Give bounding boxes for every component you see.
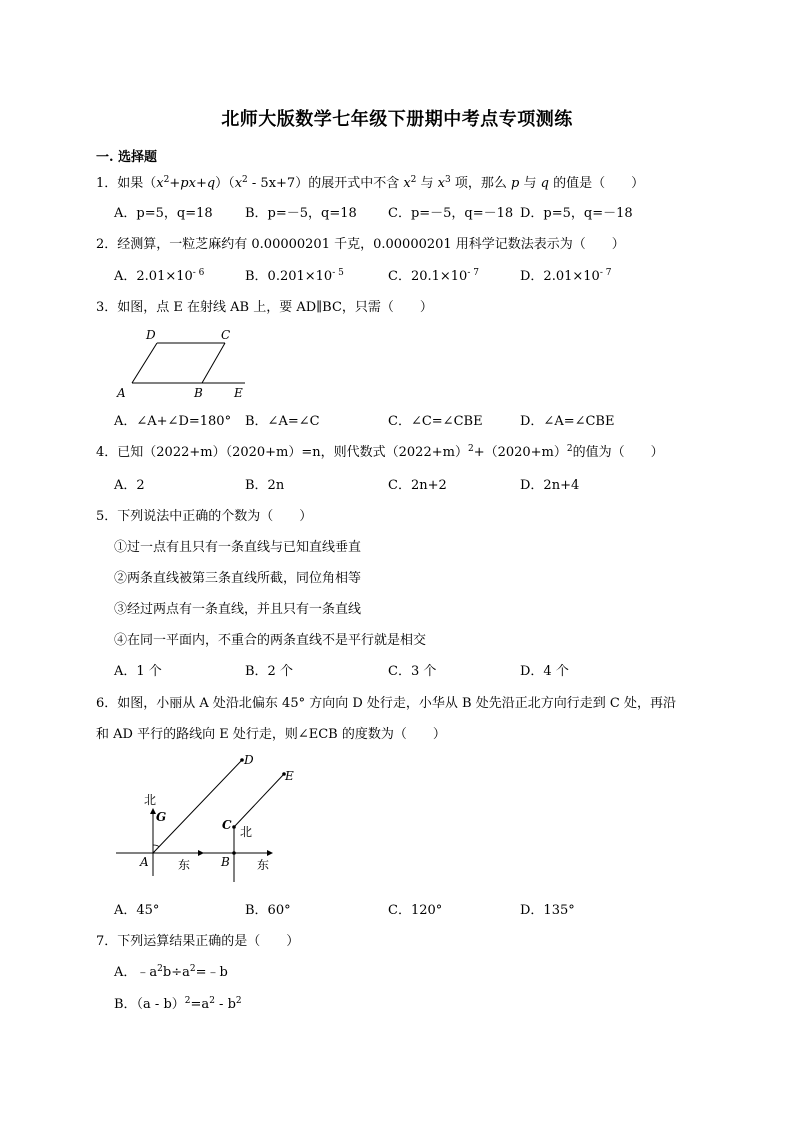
question-2-stem: 2．经测算，一粒芝麻约有 0.00000201 千克，0.00000201 用科学记数法表示为（ ） — [96, 237, 625, 252]
question-4-option-c[interactable]: C．2n+2 — [388, 478, 447, 493]
question-3-option-a[interactable]: A．∠A+∠D=180° — [114, 414, 232, 429]
question-5-option-a[interactable]: A．1 个 — [114, 664, 162, 679]
direction-figure — [110, 752, 310, 882]
question-7-option-b[interactable]: B．$(a - b)^2=a^2 - b^2$ — [114, 996, 242, 1012]
question-1-option-b[interactable]: B．p=－5，q=18 — [245, 206, 357, 221]
question-5-statement-4: ④在同一平面内，不重合的两条直线不是平行就是相交 — [114, 633, 427, 648]
question-5-option-c[interactable]: C．3 个 — [388, 664, 437, 679]
question-5-statement-3: ③经过两点有一条直线，并且只有一条直线 — [114, 602, 362, 617]
angle-mark — [153, 845, 159, 847]
question-6-option-a[interactable]: A．45° — [114, 903, 160, 918]
question-1-option-a[interactable]: A．p=5，q=18 — [114, 206, 213, 221]
label-c: C — [221, 328, 231, 342]
question-1-option-c[interactable]: C．p=－5，q=－18 — [388, 206, 514, 221]
label-b: B — [194, 386, 203, 400]
label-north-a: 北 — [144, 793, 157, 807]
question-2-option-c[interactable]: C．$20.1\times 10^{- 7}$ — [388, 268, 479, 284]
segment-ad — [132, 343, 157, 383]
question-5-statement-1: ①过一点有且只有一条直线与已知直线垂直 — [114, 540, 362, 555]
question-4-stem: 4．已知（2022+m）（2020+m）=n，则代数式$(2022+m)^2+(2020+m)^2$的值为（ ） — [96, 444, 664, 460]
question-6-stem-line-1: 6．如图，小丽从 A 处沿北偏东 45° 方向向 D 处行走，小华从 B 处先沿正北方向行走到 C 处，再沿 — [96, 696, 676, 711]
arrow-east-b — [267, 850, 273, 856]
label-a: A — [140, 855, 149, 869]
question-7-stem: 7．下列运算结果正确的是（ ） — [96, 934, 300, 949]
label-d: D — [244, 753, 254, 767]
section-heading: 一. 选择题 — [96, 150, 158, 165]
question-5-option-d[interactable]: D．4 个 — [520, 664, 569, 679]
label-a: A — [117, 386, 126, 400]
label-e: E — [285, 769, 294, 783]
label-east-a: 东 — [178, 858, 191, 872]
segment-cb — [202, 343, 225, 383]
question-6-option-b[interactable]: B．60° — [245, 903, 291, 918]
parallelogram-figure — [110, 326, 260, 404]
question-4-option-b[interactable]: B．2n — [245, 478, 285, 493]
question-6-option-c[interactable]: C．120° — [388, 903, 443, 918]
question-3-option-c[interactable]: C．∠C=∠CBE — [388, 414, 483, 429]
question-3-option-d[interactable]: D．∠A=∠CBE — [520, 414, 615, 429]
point-b — [232, 851, 236, 855]
question-1-option-d[interactable]: D．p=5，q=－18 — [520, 206, 633, 221]
question-5-statement-2: ②两条直线被第三条直线所截，同位角相等 — [114, 571, 362, 586]
question-4-option-a[interactable]: A．2 — [114, 478, 145, 493]
question-7-option-a[interactable]: A．$﹣a^2b\div a^2=﹣b$ — [114, 964, 228, 980]
question-2-option-a[interactable]: A．$2.01\times 10^{- 6}$ — [114, 268, 205, 284]
question-2-option-d[interactable]: D．$2.01\times 10^{- 7}$ — [520, 268, 612, 284]
question-5-stem: 5．下列说法中正确的个数为（ ） — [96, 509, 313, 524]
question-1-stem: 1．如果$(x^2+px+q)(x^2 - 5x+7)$的展开式中不含 $x^2$ 与 $x^3$ 项，那么 p 与 q 的值是（ ） — [96, 175, 645, 191]
label-north-b: 北 — [240, 825, 253, 839]
question-3-stem: 3．如图，点 E 在射线 AB 上，要 AD∥BC，只需（ ） — [96, 300, 433, 315]
question-6-option-d[interactable]: D．135° — [520, 903, 575, 918]
label-east-b: 东 — [257, 858, 270, 872]
label-b: B — [221, 855, 230, 869]
question-6-stem-line-2: 和 AD 平行的路线向 E 处行走，则∠ECB 的度数为（ ） — [96, 727, 446, 742]
question-4-option-d[interactable]: D．2n+4 — [520, 478, 580, 493]
ray-ce — [234, 774, 284, 827]
label-e: E — [234, 386, 243, 400]
point-c — [232, 825, 236, 829]
label-c: C — [222, 818, 232, 832]
question-3-option-b[interactable]: B．∠A=∠C — [245, 414, 320, 429]
question-2-option-b[interactable]: B．$0.201\times 10^{- 5}$ — [245, 268, 344, 284]
label-d: D — [146, 328, 156, 342]
ray-ad — [153, 760, 242, 853]
question-5-option-b[interactable]: B．2 个 — [245, 664, 293, 679]
label-g: G — [156, 810, 167, 824]
page-title: 北师大版数学七年级下册期中考点专项测练 — [221, 109, 573, 130]
